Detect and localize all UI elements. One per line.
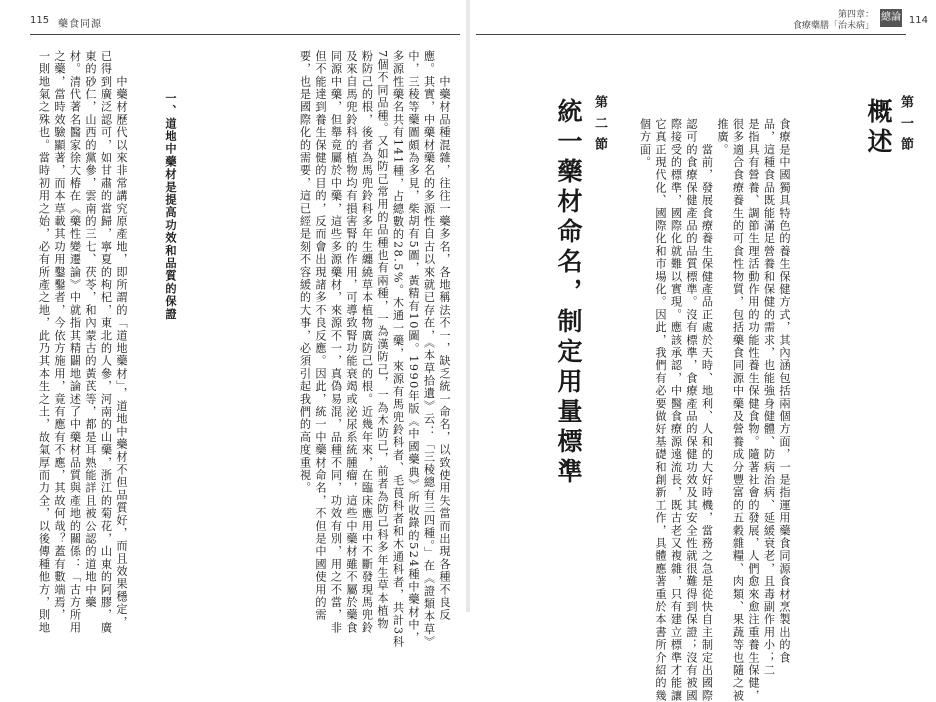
section-2-line: 多源性藥名共有141種，占總數的28.5%。木通一藥，來源有馬兜鈴科者、毛茛科者和木通科者，共計3科 (391, 50, 405, 649)
section-2-line: 東的砂仁，山西的黨參，雲南的三七、茯苓，和內蒙古的黃芪等，都是耳熟能詳且被公認的道地中藥 (84, 50, 97, 609)
section-2-body-continued (36, 50, 129, 635)
section-2-line: 同源中藥，但舉竟屬於中藥，這些多源藥材，來源不一，真偽易混，品種不同，功效有別，用之不當，非 (329, 50, 343, 635)
section-2-line: 中藥材品種混雜，往往一藥多名，各地稱法不一，缺乏統一命名，以致使用失當而出現各種不良反 (438, 50, 451, 622)
section-1-line: 食療是中國獨具特色的養生保健方式，其內涵包括兩個方面，一是指運用藥食同源食材烹製出的食 (778, 118, 791, 665)
section-2-label: 第二節 (592, 95, 607, 158)
right-page-header (470, 0, 936, 34)
section-2-body (297, 50, 452, 649)
section-1-label: 第一節 (898, 95, 913, 158)
section-1-line: 品，這種食品既能滿足營養和保健的需求，也能強身健體、防病治病、延緩衰老，且毒副作用小；二 (762, 118, 776, 677)
section-1-line: 很多適合食療養生的可食性物質，包括藥食同源中藥及營養成分豐富的五穀雜糧、肉類、果蔬等也隨之被 (731, 118, 745, 702)
section-2-line: 之藥，當時效驗顯著，而本草載其功用鑿鑿者，今依方施用，竟有應有不應，其故何哉？蓋有數端焉， (53, 50, 66, 622)
chapter-line-2: 食療藥膳「治未病」 (792, 21, 874, 31)
section-1-line: 個方面。 (638, 118, 652, 169)
section-2-line: 一則地氣之殊也。當時初用之始，必有所產之地，此乃其本生之土，故氣厚而力全，以後傳種他方，則地 (37, 50, 51, 635)
section-1-line: 它真正現代化、國際化和市場化。因此，我們有必要做好基礎和創新工作，具體應著重於本書所介紹的幾 (654, 118, 667, 702)
left-book-title: 藥食同源 (58, 19, 102, 30)
subsection-heading: 一、道地中藥材是提高功效和品質的保證 (164, 92, 178, 321)
section-1-title: 概述 (864, 98, 893, 158)
section-2-line: 中藥材歷代以來非常講究原產地，即所謂的「道地藥材」，道地中藥材不但品質好，而且效果穩定， (115, 50, 128, 629)
section-1-line: 是指具有營養、調節生理活動作用的功能性養生保健食物。隨著社會的發展，人們愈來愈注重養生保健， (747, 118, 760, 702)
left-header-rule (30, 34, 460, 35)
section-2-line: 及來自馬兜鈴科的植物均有損害腎的作用，可導致腎功能衰竭或泌尿系統腫瘤，這些中藥材雖不屬於藥食 (345, 50, 358, 635)
chapter-line-1: 第四章： (837, 10, 874, 20)
section-2-line: 材。清代著名醫家徐大椿在《藥性變遷論》中就指其精闢地論述了中藥材品質與產地的關係：「古方所用 (68, 50, 82, 635)
book-spine (466, 0, 470, 612)
chapter-title (793, 10, 874, 32)
section-2-line: 中，三稜等藥圖頗為多見，柴胡有5圖，黃精有10圖。1990年版《中國藥典》所收錄的524種中藥材中， (407, 50, 420, 645)
section-2-line: 7個不同品種。又如防己常用的品種也有兩種，一為漢防己，一為木防己，前者為防己科多年生草本植物 (376, 50, 389, 631)
section-1-body (637, 118, 792, 702)
section-2-line: 要，也是國際化的需要，這已經是刻不容緩的大事，必須引起我們的高度重視。 (298, 50, 312, 495)
section-2-line: 已得到廣泛認可，如甘肅的當歸，寧夏的枸杞，東北的人參，河南的山藥，浙江的菊花，山東的阿膠，廣 (99, 50, 113, 635)
section-1-line: 認可的食療保健產品的品質標準。沒有標準，食療產品的保健功效及其安全性就很難得到保證；沒有被國 (685, 118, 698, 702)
section-2-line: 應。其實，中藥材藥名的多源性自古以來就已存在，《本草拾遺》云：「三稜總有三四種。」在《證類本草》 (422, 50, 436, 649)
section-1-line: 際接受的標準，國際化就難以實現。應該承認，中醫食療源遠流長，既古老又複雜，只有建立標準才能讓 (669, 118, 683, 702)
section-1-line: 當前，發展食療養生保健產品正處於天時、地利、人和的大好時機，當務之急是從快自主制定出國際 (700, 118, 714, 702)
section-2-line: 但不能達到養生保健的目的，反而會出現諸多不良反應。因此，統一中藥材命名，不但是中國使用的需 (314, 50, 327, 622)
right-page-number: 114 (908, 15, 928, 26)
section-1-line: 推廣。 (716, 118, 729, 157)
section-2-title: 統一藥材命名，制定用量標準 (554, 98, 583, 488)
section-2-line: 粉防己的根，後者為馬兜鈴科多年生纏繞草本植物廣防己的根。近幾年來，在臨床應用中不斷發現馬兜鈴 (360, 50, 374, 635)
left-page-header (0, 0, 466, 34)
right-header-rule (476, 34, 906, 35)
section-tag: 總論 (880, 9, 902, 27)
left-page-number: 115 (30, 15, 50, 26)
